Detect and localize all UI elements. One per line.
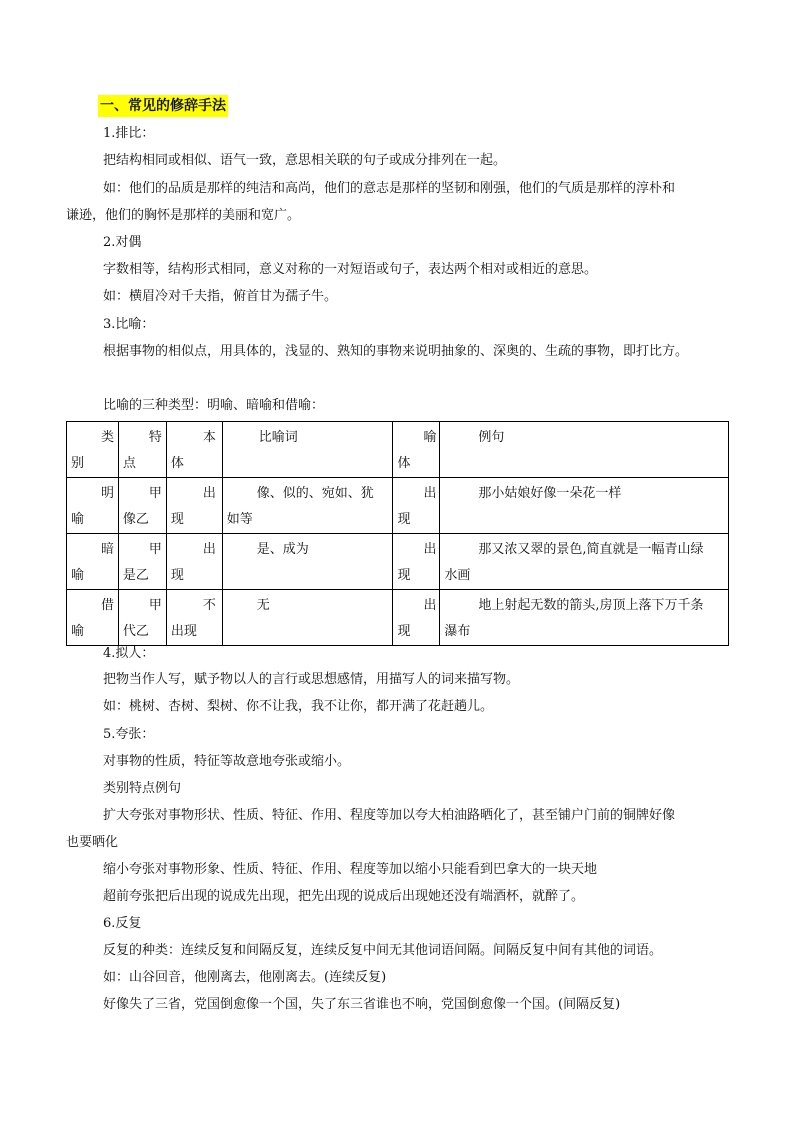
antithesis-example: 如：横眉冷对千夫指，俯首甘为孺子牛。 — [103, 289, 338, 304]
table-cell — [166, 422, 222, 478]
table-cell — [222, 590, 393, 646]
header-label: 别 — [71, 456, 85, 471]
table-row — [67, 478, 729, 534]
cell-text: 现 — [397, 512, 411, 527]
table-cell — [67, 534, 119, 590]
hyperbole-shrink: 缩小夸张对事物形象、性质、特征、作用、程度等加以缩小只能看到巴拿大的一块天地 — [103, 862, 598, 877]
item-title-personification: 4.拟人： — [103, 646, 155, 661]
cell-text: 像乙 — [122, 512, 149, 527]
header-label: 例句 — [478, 430, 505, 445]
table-row — [67, 590, 729, 646]
cell-text: 甲 — [148, 542, 162, 557]
table-cell — [67, 590, 119, 646]
cell-text: 甲 — [148, 598, 162, 613]
cell-text: 是、成为 — [256, 542, 309, 557]
cell-text: 代乙 — [122, 624, 149, 639]
cell-text: 喻 — [71, 624, 85, 639]
table-cell — [222, 422, 393, 478]
section-heading: 一、常见的修辞手法 — [98, 95, 228, 117]
cell-text: 明 — [101, 486, 115, 501]
table-cell — [222, 478, 393, 534]
cell-text: 出 — [423, 542, 437, 557]
metaphor-types-caption: 比喻的三种类型：明喻、暗喻和借喻： — [103, 398, 325, 413]
table-header-row — [67, 422, 729, 478]
table-cell — [166, 590, 222, 646]
cell-text: 不 — [202, 598, 216, 613]
table-cell — [393, 478, 440, 534]
table-cell — [393, 422, 440, 478]
parallelism-example-line2: 谦逊，他们的胸怀是那样的美丽和宽广。 — [66, 208, 301, 223]
table-cell — [118, 590, 166, 646]
cell-text: 喻 — [71, 568, 85, 583]
hyperbole-expand-line1: 扩大夸张对事物形状、性质、特征、作用、程度等加以夸大柏油路晒化了，甚至铺户门前的铜牌好像 — [103, 808, 676, 823]
cell-text: 出 — [423, 598, 437, 613]
table-cell — [166, 534, 222, 590]
table-cell — [222, 534, 393, 590]
table-cell — [440, 534, 729, 590]
table-row — [67, 534, 729, 590]
table-cell — [393, 590, 440, 646]
cell-text: 无 — [256, 598, 270, 613]
item-title-metaphor: 3.比喻： — [103, 317, 155, 332]
antithesis-definition: 字数相等，结构形式相同，意义对称的一对短语或句子，表达两个相对或相近的意思。 — [103, 262, 598, 277]
cell-text: 现 — [397, 568, 411, 583]
metaphor-definition: 根据事物的相似点，用具体的，浅显的、熟知的事物来说明抽象的、深奥的、生疏的事物，即打比方。 — [103, 344, 689, 359]
repetition-example-2: 好像失了三省，党国倒愈像一个国，失了东三省谁也不响，党国倒愈像一个国。(间隔反复) — [103, 997, 621, 1012]
hyperbole-advance: 超前夸张把后出现的说成先出现，把先出现的说成后出现她还没有端酒杯，就醉了。 — [103, 889, 585, 904]
header-label: 类 — [101, 430, 115, 445]
metaphor-types-table — [66, 421, 729, 646]
cell-text: 甲 — [148, 486, 162, 501]
repetition-definition: 反复的种类：连续反复和间隔反复，连续反复中间无其他词语间隔。间隔反复中间有其他的词语。 — [103, 943, 663, 958]
personification-definition: 把物当作人写，赋予物以人的言行或思想感情，用描写人的词来描写物。 — [103, 672, 520, 687]
cell-text: 现 — [397, 624, 411, 639]
cell-text: 瀑布 — [444, 624, 471, 639]
cell-text: 出 — [202, 542, 216, 557]
table-cell — [166, 478, 222, 534]
header-label: 喻 — [423, 430, 437, 445]
parallelism-definition: 把结构相同或相似、语气一致，意思相关联的句子或成分排列在一起。 — [103, 153, 507, 168]
item-title-parallelism: 1.排比： — [103, 126, 155, 141]
cell-text: 如等 — [226, 512, 253, 527]
table-cell — [440, 590, 729, 646]
item-title-antithesis: 2.对偶 — [103, 235, 142, 250]
table-cell — [118, 478, 166, 534]
parallelism-example-line1: 如：他们的品质是那样的纯洁和高尚，他们的意志是那样的坚韧和刚强，他们的气质是那样的淳朴和 — [103, 181, 676, 196]
table-cell — [67, 478, 119, 534]
table-cell — [118, 422, 166, 478]
cell-text: 暗 — [101, 542, 115, 557]
table-cell — [67, 422, 119, 478]
table-cell — [440, 478, 729, 534]
cell-text: 现 — [170, 512, 184, 527]
table-cell — [440, 422, 729, 478]
cell-text: 出现 — [170, 624, 197, 639]
header-label: 本 — [202, 430, 216, 445]
header-label: 比喻词 — [258, 430, 298, 445]
cell-text: 出 — [423, 486, 437, 501]
cell-text: 喻 — [71, 512, 85, 527]
header-label: 特 — [148, 430, 162, 445]
cell-text: 像、似的、宛如、犹 — [256, 486, 374, 501]
repetition-example-1: 如：山谷回音，他刚离去，他刚离去。(连续反复) — [103, 970, 387, 985]
header-label: 点 — [122, 456, 136, 471]
hyperbole-table-header: 类别特点例句 — [103, 781, 182, 796]
personification-example: 如：桃树、杏树、梨树、你不让我，我不让你，都开满了花赶趟儿。 — [103, 699, 494, 714]
table-cell — [393, 534, 440, 590]
cell-text: 出 — [202, 486, 216, 501]
cell-text: 地上射起无数的箭头,房顶上落下万千条 — [478, 598, 704, 613]
cell-text: 那又浓又翠的景色,简直就是一幅青山绿 — [478, 542, 704, 557]
cell-text: 现 — [170, 568, 184, 583]
cell-text: 是乙 — [122, 568, 149, 583]
cell-text: 借 — [101, 598, 115, 613]
hyperbole-expand-line2: 也要晒化 — [66, 835, 119, 850]
table-cell — [118, 534, 166, 590]
item-title-hyperbole: 5.夸张： — [103, 727, 155, 742]
cell-text: 那小姑娘好像一朵花一样 — [478, 486, 622, 501]
item-title-repetition: 6.反复 — [103, 916, 142, 931]
hyperbole-definition: 对事物的性质，特征等故意地夸张或缩小。 — [103, 754, 351, 769]
header-label: 体 — [397, 456, 411, 471]
cell-text: 水画 — [444, 568, 471, 583]
header-label: 体 — [170, 456, 184, 471]
